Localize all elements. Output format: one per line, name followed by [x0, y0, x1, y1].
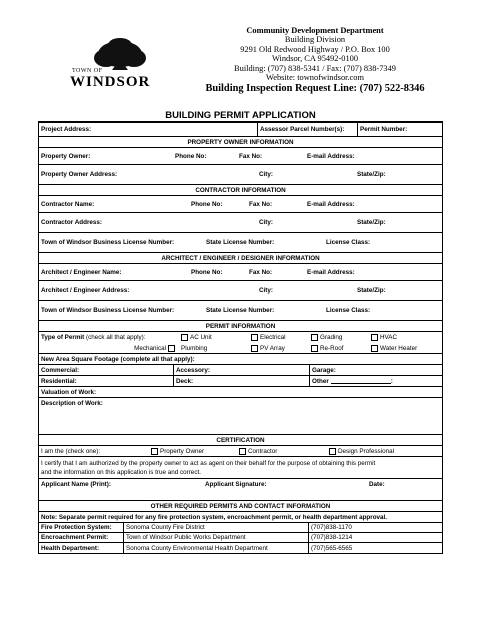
phone-fax: Building: (707) 838-5341 / Fax: (707) 838-7349 — [234, 63, 396, 73]
checkbox[interactable] — [181, 334, 188, 341]
cert-option-contractor[interactable]: Contractor — [237, 446, 327, 456]
valuation-field[interactable]: Valuation of Work: — [41, 388, 97, 396]
logo-windsor: WINDSOR — [70, 74, 151, 90]
permit-type-re-roof[interactable]: Re-Roof — [309, 343, 369, 353]
check-all-text: (check all that apply): — [86, 334, 146, 341]
form-title: BUILDING PERMIT APPLICATION — [165, 110, 316, 121]
type-of-permit-text: Type of Permit — [41, 334, 85, 341]
checkbox[interactable] — [239, 448, 246, 455]
checkbox[interactable] — [168, 345, 175, 352]
contractor-email-field[interactable]: E-mail Address: — [307, 200, 355, 208]
cert-option-design-professional[interactable]: Design Professional — [327, 446, 442, 456]
other-permits-section-heading: OTHER REQUIRED PERMITS AND CONTACT INFORMATION — [150, 502, 331, 510]
checkbox[interactable] — [151, 448, 158, 455]
commercial-field[interactable]: Commercial: — [41, 366, 80, 374]
department-header — [190, 26, 440, 95]
residential-field[interactable]: Residential: — [41, 377, 77, 385]
contact-label: Encroachment Permit: — [41, 534, 109, 541]
contractor-state-license-field[interactable]: State License Number: — [206, 239, 275, 246]
contractor-address-field[interactable]: Contractor Address: — [41, 219, 102, 226]
accessory-field[interactable]: Accessory: — [173, 365, 309, 375]
contact-agency: Sonoma County Environmental Health Department — [123, 543, 308, 553]
contact-label: Health Department: — [41, 544, 100, 552]
contact-label: Fire Protection System: — [41, 524, 112, 531]
inspection-request-line: Building Inspection Request Line: (707) 522-8346 — [205, 83, 425, 95]
permit-section-heading: PERMIT INFORMATION — [205, 322, 276, 330]
contractor-city-field[interactable]: City: — [259, 219, 273, 226]
other-underline — [331, 378, 391, 384]
checkbox[interactable] — [311, 345, 318, 352]
permit-type-ac-unit[interactable]: AC Unit — [179, 332, 249, 343]
checkbox[interactable] — [311, 334, 318, 341]
permit-type-grading[interactable]: Grading — [309, 332, 369, 343]
permit-form — [38, 121, 443, 554]
other-permits-note: Note: Separate permit required for any fire protection system, encroachment permit, or health department approval. — [41, 513, 388, 521]
division-name: Building Division — [284, 35, 346, 45]
cert-statement-line-1: I certify that I am authorized by the property owner to act as agent on their behalf for the purpose of obtaining this permit — [41, 459, 376, 467]
certification-section-heading: CERTIFICATION — [216, 436, 265, 444]
owner-email-field[interactable]: E-mail Address: — [307, 152, 355, 160]
address-line-2: Windsor, CA 95492-0100 — [271, 54, 359, 64]
project-address-field[interactable]: Project Address: — [41, 126, 92, 133]
cert-statement-line-2: and the information on this application is true and correct. — [41, 468, 201, 476]
architect-fax-field[interactable]: Fax No: — [249, 268, 273, 276]
checkbox[interactable] — [329, 448, 336, 455]
contractor-fax-field[interactable]: Fax No: — [249, 200, 273, 208]
contractor-business-license-field[interactable]: Town of Windsor Business License Number: — [41, 239, 175, 246]
garage-field[interactable]: Garage: — [309, 365, 442, 375]
permit-type-spacer — [39, 343, 119, 353]
owner-fax-field[interactable]: Fax No: — [239, 152, 263, 160]
permit-type-water-heater[interactable]: Water Heater — [369, 343, 442, 353]
architect-address-field[interactable]: Architect / Engineer Address: — [41, 287, 130, 294]
department-name: Community Development Department — [246, 26, 384, 35]
contractor-license-class-field[interactable]: License Class: — [326, 239, 371, 246]
checkbox[interactable] — [371, 345, 378, 352]
applicant-name-field[interactable]: Applicant Name (Print): — [41, 481, 111, 488]
owner-state-zip-field[interactable]: State/Zip: — [357, 171, 386, 178]
deck-field[interactable]: Deck: — [173, 376, 309, 386]
date-field[interactable]: Date: — [369, 481, 385, 488]
new-area-label: New Area Square Footage (complete all that apply): — [41, 355, 195, 363]
apn-field[interactable]: Assessor Parcel Number(s): — [257, 123, 357, 136]
architect-state-license-field[interactable]: State License Number: — [206, 307, 275, 314]
type-of-permit-label — [39, 332, 179, 343]
contractor-section-heading: CONTRACTOR INFORMATION — [195, 186, 286, 194]
i-am-label: I am the (check one): — [41, 447, 101, 455]
contractor-phone-field[interactable]: Phone No: — [191, 200, 223, 208]
architect-business-license-field[interactable]: Town of Windsor Business License Number: — [41, 307, 175, 314]
cert-option-property-owner[interactable]: Property Owner — [149, 446, 237, 456]
owner-section-heading: PROPERTY OWNER INFORMATION — [187, 138, 294, 146]
contact-phone: (707)838-1170 — [308, 523, 442, 532]
property-owner-field[interactable]: Property Owner: — [41, 152, 91, 160]
description-field[interactable]: Description of Work: — [41, 400, 103, 407]
owner-city-field[interactable]: City: — [259, 171, 273, 178]
permit-type-plumbing[interactable]: Plumbing — [181, 344, 208, 352]
contact-agency: Sonoma County Fire District — [123, 523, 308, 532]
address-line-1: 9291 Old Redwood Highway / P.O. Box 100 — [240, 44, 390, 54]
architect-email-field[interactable]: E-mail Address: — [307, 268, 355, 276]
contractor-state-zip-field[interactable]: State/Zip: — [357, 219, 386, 226]
architect-state-zip-field[interactable]: State/Zip: — [357, 287, 386, 294]
architect-section-heading: ARCHITECT / ENGINEER / DESIGNER INFORMATION — [161, 254, 320, 262]
architect-city-field[interactable]: City: — [259, 287, 273, 294]
contact-phone: (707)565-6565 — [308, 543, 442, 553]
architect-license-class-field[interactable]: License Class: — [326, 307, 371, 314]
checkbox[interactable] — [251, 345, 258, 352]
contact-phone: (707)838-1214 — [308, 533, 442, 542]
logo-town-of: TOWN OF — [72, 68, 103, 74]
website: Website: townofwindsor.com — [266, 73, 364, 83]
applicant-signature-field[interactable]: Applicant Signature: — [205, 481, 267, 488]
permit-type-electrical[interactable]: Electrical — [249, 332, 309, 343]
permit-type-hvac[interactable]: HVAC — [369, 332, 442, 343]
architect-name-field[interactable]: Architect / Engineer Name: — [41, 268, 122, 276]
contractor-name-field[interactable]: Contractor Name: — [41, 200, 95, 208]
permit-type-pv-array[interactable]: PV Array — [249, 343, 309, 353]
other-field[interactable]: Other : — [309, 376, 442, 386]
owner-address-field[interactable]: Property Owner Address: — [41, 171, 118, 178]
permit-number-field[interactable]: Permit Number: — [357, 123, 442, 136]
owner-phone-field[interactable]: Phone No: — [175, 152, 207, 160]
architect-phone-field[interactable]: Phone No: — [191, 268, 223, 276]
permit-type-mechanical[interactable]: Mechanical — [119, 343, 179, 353]
checkbox[interactable] — [251, 334, 258, 341]
contact-agency: Town of Windsor Public Works Department — [123, 533, 308, 542]
checkbox[interactable] — [371, 334, 378, 341]
